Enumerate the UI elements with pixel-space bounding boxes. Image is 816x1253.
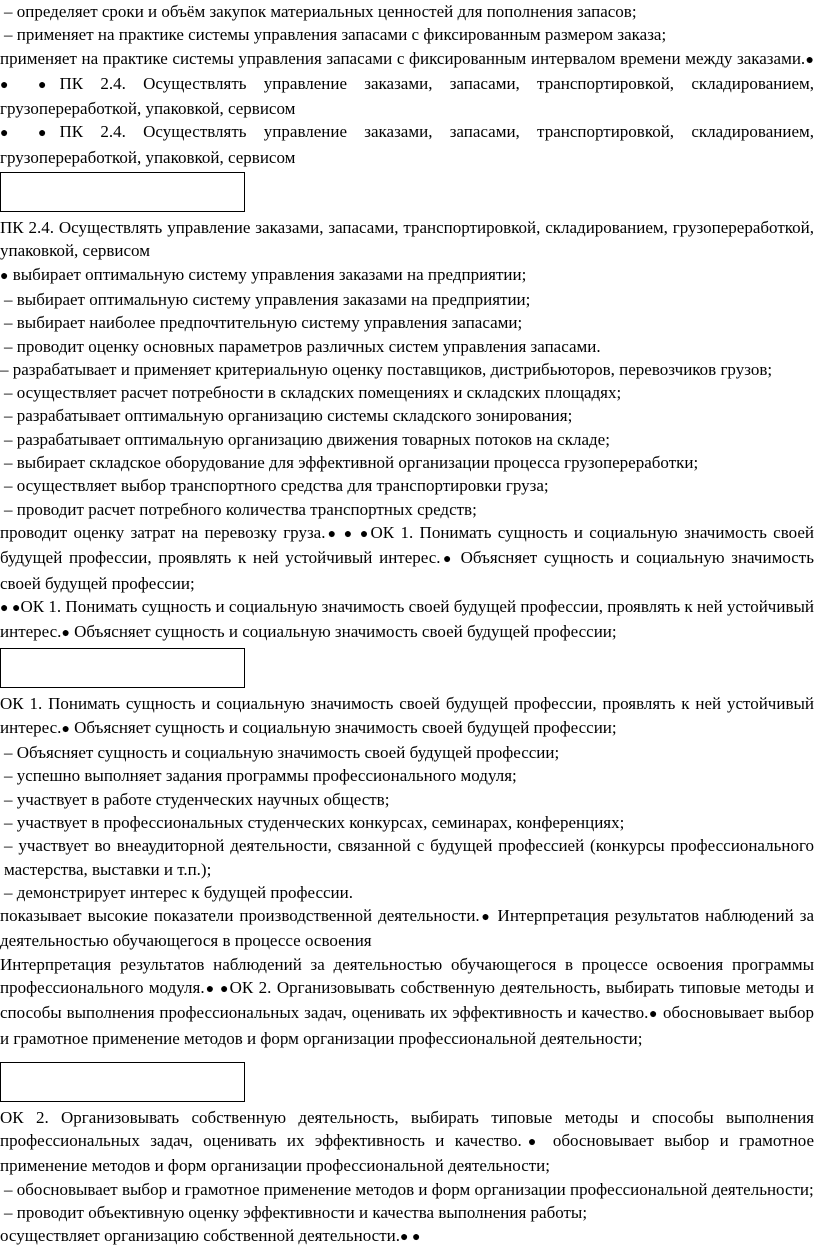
text-line xyxy=(0,764,816,787)
bullet-icon: ● xyxy=(440,552,454,568)
bullet-icon: ● ● xyxy=(0,600,21,616)
text: Объясняет сущность и социальную значимость своей будущей профессии; xyxy=(69,622,617,642)
text: Объясняет сущность и социальную значимость своей будущей профессии; xyxy=(0,548,814,593)
text-line xyxy=(0,811,816,834)
text: – определяет сроки и объём закупок материальных ценностей для пополнения запасов; xyxy=(4,2,637,21)
text-paragraph xyxy=(0,904,816,953)
text-line xyxy=(0,288,816,311)
text: – выбирает складское оборудование для эффективной организации процесса грузопереработки; xyxy=(4,453,699,473)
text: – участвует в профессиональных студенческих конкурсах, семинарах, конференциях; xyxy=(4,812,625,832)
text: Интерпретация результатов наблюдений за деятельностью обучающегося в процессе освоения xyxy=(0,906,814,951)
text: обосновывает выбор и грамотное применение методов и форм организации профессиональной деятельности; xyxy=(0,1003,814,1048)
bullet-icon: ● xyxy=(521,1135,543,1151)
text-line xyxy=(0,881,816,904)
bullet-icon: ● ● xyxy=(204,981,230,997)
text-line xyxy=(0,741,816,764)
text-line xyxy=(0,474,816,497)
text-line xyxy=(0,428,816,451)
text-line xyxy=(0,1224,816,1249)
text: – проводит расчет потребного количества транспортных средств; xyxy=(4,499,477,519)
text: ОК 2. Организовывать собственную деятельность, выбирать типовые методы и способы выполнения профессиональных задач, оценивать их эффективность и качество. xyxy=(0,977,815,1023)
text: – выбирает оптимальную систему управления заказами на предприятии; xyxy=(4,289,531,309)
text: ОК 2. Организовывать собственную деятельность, выбирать типовые методы и способы выполнения профессиональных задач, оценивать их эффективность и качество. xyxy=(0,1107,814,1151)
text: – участвует во внеаудиторной деятельности, связанной с будущей профессией (конкурсы профессионального мастерства, выставки и т.п.); xyxy=(4,836,814,879)
bullet-icon: ● xyxy=(479,910,492,926)
text-line xyxy=(0,381,816,404)
text: – осуществляет расчет потребности в складских помещениях и складских площадях; xyxy=(4,383,622,403)
text-paragraph xyxy=(0,47,816,121)
text: ПК 2.4. Осуществлять управление заказами, запасами, транспортировкой, складированием, грузопереработкой, упаковкой, сервисом xyxy=(0,122,814,167)
text-paragraph xyxy=(0,692,816,741)
text-paragraph xyxy=(0,521,816,595)
text: – разрабатывает оптимальную организацию системы складского зонирования; xyxy=(4,406,573,426)
text-line xyxy=(0,1201,816,1224)
text-line xyxy=(0,0,816,23)
bullet-icon: ● xyxy=(0,268,9,284)
text: – применяет на практике системы управления запасами с фиксированным размером заказа; xyxy=(4,25,667,45)
text: – разрабатывает оптимальную организацию движения товарных потоков на складе; xyxy=(4,429,610,449)
text: – демонстрирует интерес к будущей профессии. xyxy=(4,882,353,902)
bullet-icon: ● ● xyxy=(0,126,60,142)
text: ПК 2.4. Осуществлять управление заказами, запасами, транспортировкой, складированием, грузопереработкой, упаковкой, сервисом xyxy=(0,73,814,119)
text-line xyxy=(0,335,816,358)
text: – проводит оценку основных параметров различных систем управления запасами. xyxy=(4,336,601,356)
text-line xyxy=(0,451,816,474)
text-line xyxy=(0,23,816,46)
text: – Объясняет сущность и социальную значимость своей будущей профессии; xyxy=(4,743,560,763)
bullet-icon: ● ● ● xyxy=(0,52,814,93)
bullet-icon: ● ● ● xyxy=(325,526,371,542)
text-line xyxy=(0,263,816,288)
text: – проводит объективную оценку эффективности и качества выполнения работы; xyxy=(4,1203,588,1223)
empty-frame xyxy=(0,1062,245,1102)
text-line xyxy=(0,498,816,521)
text: ОК 1. Понимать сущность и социальную значимость своей будущей профессии, проявлять к ней устойчивый интерес. xyxy=(0,522,814,568)
text: обосновывает выбор и грамотное применение методов и форм организации профессиональной деятельности; xyxy=(0,1131,814,1176)
text: Интерпретация результатов наблюдений за деятельностью обучающегося в процессе освоения программы профессионального модуля. xyxy=(0,954,814,997)
text-paragraph xyxy=(0,120,816,169)
bullet-icon: ● xyxy=(61,721,70,737)
text: Объясняет сущность и социальную значимость своей будущей профессии; xyxy=(69,717,617,737)
bullet-icon: ● ● xyxy=(399,1230,421,1246)
text-line xyxy=(0,788,816,811)
bullet-icon: ● xyxy=(61,626,70,642)
text: проводит оценку затрат на перевозку груза. xyxy=(0,522,326,542)
text-paragraph xyxy=(0,1106,816,1178)
text-paragraph xyxy=(0,216,816,263)
text-paragraph xyxy=(0,1178,816,1201)
text: показывает высокие показатели производственной деятельности. xyxy=(0,906,480,926)
empty-frame xyxy=(0,172,245,212)
text-paragraph xyxy=(0,953,816,1050)
text: выбирает оптимальную систему управления заказами на предприятии; xyxy=(8,264,527,284)
text-paragraph xyxy=(0,358,816,381)
empty-frame xyxy=(0,648,245,688)
text: ОК 1. Понимать сущность и социальную значимость своей будущей профессии, проявлять к ней устойчивый интерес. xyxy=(0,596,814,642)
text: ОК 1. Понимать сущность и социальную значимость своей будущей профессии, проявлять к ней устойчивый интерес. xyxy=(0,694,814,737)
text: – осуществляет выбор транспортного средства для транспортировки груза; xyxy=(4,476,549,496)
text: – обосновывает выбор и грамотное применение методов и форм организации профессиональной деятельности; xyxy=(4,1179,814,1199)
text: – выбирает наиболее предпочтительную систему управления запасами; xyxy=(4,313,523,333)
text-paragraph xyxy=(0,595,816,646)
text-paragraph xyxy=(0,834,816,881)
text: – успешно выполняет задания программы профессионального модуля; xyxy=(4,766,517,786)
text: – разрабатывает и применяет критериальную оценку поставщиков, дистрибьюторов, перевозчиков грузов; xyxy=(0,359,773,379)
text: – участвует в работе студенческих научных обществ; xyxy=(4,789,390,809)
text: ПК 2.4. Осуществлять управление заказами, запасами, транспортировкой, складированием, грузопереработкой, упаковкой, сервисом xyxy=(0,218,814,261)
text: применяет на практике системы управления запасами с фиксированным интервалом времени между заказами. xyxy=(0,48,806,68)
text-line xyxy=(0,311,816,334)
bullet-icon: ● xyxy=(648,1007,659,1023)
text-line xyxy=(0,404,816,427)
text: осуществляет организацию собственной деятельности. xyxy=(0,1226,400,1246)
